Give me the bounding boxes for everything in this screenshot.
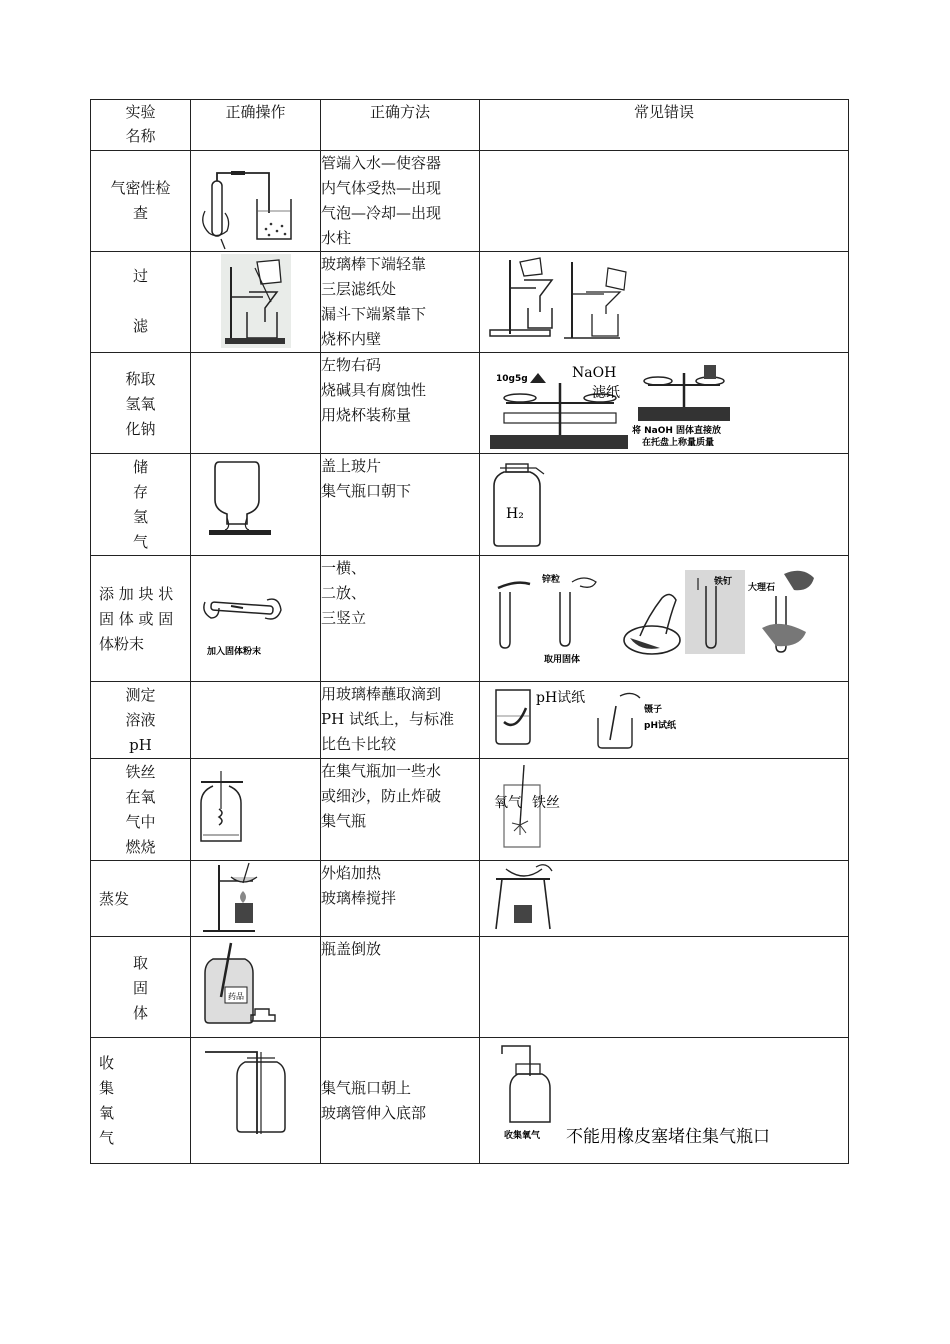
table-row xyxy=(91,682,849,759)
filtration-error-icon xyxy=(490,258,552,336)
correct-op-figure xyxy=(191,759,321,861)
tripod-evaporation-icon xyxy=(496,865,552,929)
errors-cell xyxy=(480,759,849,861)
svg-text:将 NaOH 固体直接放: 将 NaOH 固体直接放 xyxy=(632,426,722,436)
adding-powder-icon xyxy=(191,556,321,681)
svg-text:铁丝: 铁丝 xyxy=(532,795,560,811)
lab-operations-table xyxy=(90,99,849,1164)
filtration-apparatus-icon xyxy=(191,252,321,352)
method-text: 集气瓶口朝上 玻璃管伸入底部 xyxy=(321,1038,480,1164)
method-text: 在集气瓶加一些水 或细沙，防止炸破 集气瓶 xyxy=(321,759,480,861)
table-row xyxy=(91,353,849,454)
filtration-error-figures xyxy=(480,252,849,352)
row-name: 铁丝 在氧 气中 燃烧 xyxy=(91,759,191,861)
airtightness-check-icon xyxy=(191,151,321,251)
evaporation-icon xyxy=(191,861,321,936)
gas-collection-icon xyxy=(191,1038,321,1163)
errors-cell xyxy=(480,937,849,1038)
table-row xyxy=(91,759,849,861)
svg-text:药品: 药品 xyxy=(228,992,244,1001)
beaker-icon xyxy=(598,693,640,748)
svg-text:滤纸: 滤纸 xyxy=(592,385,620,401)
test-tube-icon xyxy=(498,583,530,648)
svg-text:在托盘上称量质量: 在托盘上称量质量 xyxy=(642,438,715,448)
method-text: 管端入水—使容器 内气体受热—出现 气泡—冷却—出现 水柱 xyxy=(321,151,480,252)
row-name: 储 存 氢 气 xyxy=(91,454,191,556)
reagent-bottle-icon xyxy=(191,937,321,1037)
row-name: 气密性检 查 xyxy=(91,151,191,252)
header-name-line2: 名称 xyxy=(125,127,156,145)
method-text: 左物右码 烧碱具有腐蚀性 用烧杯装称量 xyxy=(321,353,480,454)
balance-error-figures xyxy=(480,353,849,453)
table-row xyxy=(91,252,849,353)
method-text: 一横、 二放、 三竖立 xyxy=(321,556,480,682)
correct-op-figure xyxy=(191,252,321,353)
correct-op-figure xyxy=(191,682,321,759)
correct-op-figure xyxy=(191,937,321,1038)
errors-cell xyxy=(480,252,849,353)
row-name: 测定 溶液 pH xyxy=(91,682,191,759)
header-correct-op: 正确操作 xyxy=(191,100,321,151)
row-name: 收 集 氧 气 xyxy=(91,1038,191,1164)
correct-op-figure xyxy=(191,1038,321,1164)
errors-cell xyxy=(480,1038,849,1164)
gas-jar-inverted-icon xyxy=(191,454,321,554)
errors-cell xyxy=(480,151,849,252)
collect-oxygen-error-figure xyxy=(480,1038,849,1163)
table-row xyxy=(91,151,849,252)
table-row xyxy=(91,1038,849,1164)
row-name: 称取 氢氧 化钠 xyxy=(91,353,191,454)
svg-text:取用固体: 取用固体 xyxy=(544,655,581,665)
correct-op-figure xyxy=(191,556,321,682)
iron-wire-error-figure xyxy=(480,759,849,859)
svg-text:锌粒: 锌粒 xyxy=(542,575,561,585)
table-row xyxy=(91,861,849,937)
errors-cell xyxy=(480,682,849,759)
balance-scale-icon xyxy=(638,365,730,421)
correct-op-figure xyxy=(191,454,321,556)
errors-cell xyxy=(480,861,849,937)
svg-text:pH试纸: pH试纸 xyxy=(536,690,586,706)
beaker-icon xyxy=(496,690,530,744)
table-row xyxy=(91,454,849,556)
row-name: 蒸发 xyxy=(91,861,191,937)
method-text: 外焰加热 玻璃棒搅拌 xyxy=(321,861,480,937)
svg-text:大理石: 大理石 xyxy=(748,583,776,593)
correct-op-figure xyxy=(191,861,321,937)
errors-cell xyxy=(480,454,849,556)
table-row xyxy=(91,937,849,1038)
svg-text:铁钉: 铁钉 xyxy=(714,577,733,587)
svg-text:镊子: 镊子 xyxy=(644,705,663,715)
svg-text:NaOH: NaOH xyxy=(572,365,617,381)
method-text: 瓶盖倒放 xyxy=(321,937,480,1038)
errors-cell xyxy=(480,353,849,454)
svg-text:H₂: H₂ xyxy=(506,506,524,522)
svg-text:收集氧气: 收集氧气 xyxy=(504,1131,541,1141)
correct-op-figure xyxy=(191,353,321,454)
svg-text:10g5g: 10g5g xyxy=(496,374,528,384)
hand-icon xyxy=(624,594,680,654)
gas-jar-iron-wire-icon xyxy=(191,759,321,859)
filtration-error-icon xyxy=(564,262,626,338)
row-name: 添 加 块 状 固 体 或 固 体粉末 xyxy=(91,556,191,682)
table-row xyxy=(91,556,849,682)
test-tube-icon xyxy=(560,578,596,646)
adding-solid-error-figures xyxy=(480,556,849,681)
svg-text:氧气: 氧气 xyxy=(494,795,522,811)
header-name-line1: 实验 xyxy=(125,103,156,121)
correct-op-figure xyxy=(191,151,321,252)
ph-error-figures xyxy=(480,682,849,757)
row-name: 取 固 体 xyxy=(91,937,191,1038)
table-header-row xyxy=(91,100,849,151)
svg-text:pH试纸: pH试纸 xyxy=(644,721,676,731)
method-text: 玻璃棒下端轻靠 三层滤纸处 漏斗下端紧靠下 烧杯内壁 xyxy=(321,252,480,353)
gas-bottle-error-figure xyxy=(480,454,849,554)
svg-text:加入固体粉末: 加入固体粉末 xyxy=(207,647,262,657)
header-name xyxy=(91,100,191,151)
svg-text:不能用橡皮塞堵住集气瓶口: 不能用橡皮塞堵住集气瓶口 xyxy=(566,1127,770,1147)
gas-bottle-icon xyxy=(494,464,544,546)
stoppered-bottle-icon xyxy=(502,1046,550,1122)
evaporation-error-figure xyxy=(480,861,849,936)
header-correct-method: 正确方法 xyxy=(321,100,480,151)
method-text: 用玻璃棒蘸取滴到 PH 试纸上，与标准 比色卡比较 xyxy=(321,682,480,759)
errors-cell xyxy=(480,556,849,682)
method-text: 盖上玻片 集气瓶口朝下 xyxy=(321,454,480,556)
header-common-errors: 常见错误 xyxy=(480,100,849,151)
row-name: 过 滤 xyxy=(91,252,191,353)
